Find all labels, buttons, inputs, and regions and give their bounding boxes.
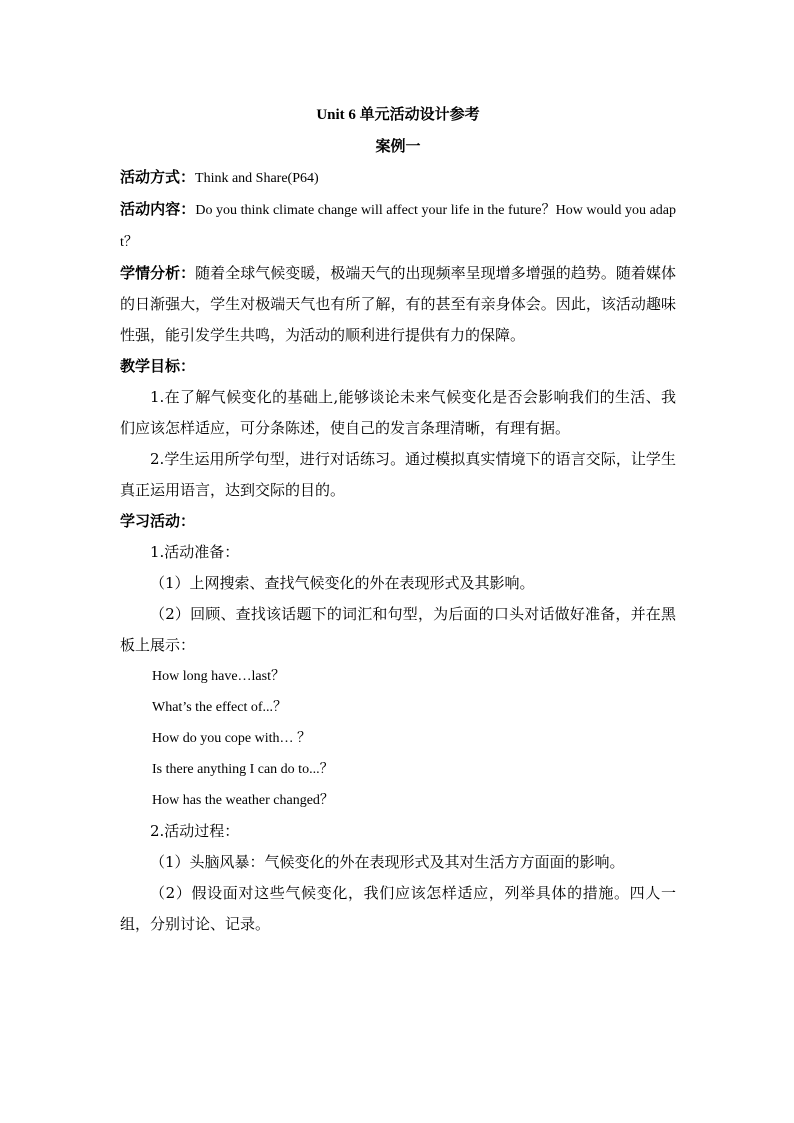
- document-body: [120, 100, 676, 940]
- learning-activities-label: 学习活动：: [120, 512, 196, 530]
- process-step: （1）头脑风暴：气候变化的外在表现形式及其对生活方方面面的影响。: [150, 853, 625, 871]
- preparation-heading: 1.活动准备：: [150, 543, 240, 561]
- sentence-pattern: How do you cope with… ？: [152, 731, 312, 746]
- preparation-step: （2）回顾、查找该话题下的词汇和句型，为后面的口头对话做好准备，并在黑板上展示：: [120, 605, 676, 654]
- sentence-pattern: What’s the effect of...？: [152, 700, 288, 715]
- learner-analysis-value: 随着全球气候变暖，极端天气的出现频率呈现增多增强的趋势。随着媒体的日渐强大，学生对极端天气也有所了解，有的甚至有亲身体会。因此，该活动趣味性强，能引发学生共鸣，为活动的顺利进行提供有力的保障。: [120, 264, 676, 344]
- sentence-pattern: Is there anything I can do to...？: [152, 762, 334, 777]
- activity-content-value: Do you think climate change will affect your life in the future？How would you adapt？: [120, 203, 676, 250]
- activity-mode-value: Think and Share(P64): [195, 171, 319, 186]
- sentence-pattern: How has the weather changed？: [152, 793, 334, 808]
- preparation-step: （1）上网搜索、查找气候变化的外在表现形式及其影响。: [150, 574, 535, 592]
- activity-content: [120, 194, 676, 258]
- activity-mode-label: 活动方式：: [120, 168, 196, 186]
- teaching-goal-item: 1.在了解气候变化的基础上,能够谈论未来气候变化是否会影响我们的生活、我们应该怎样适应，可分条陈述，使自己的发言条理清晰，有理有据。: [120, 388, 676, 437]
- activity-mode: [120, 162, 676, 194]
- teaching-goals-heading: [120, 351, 676, 382]
- learner-analysis-label: 学情分析：: [120, 264, 196, 282]
- teaching-goal-item: 2.学生运用所学句型，进行对话练习。通过模拟真实情境下的语言交际，让学生真正运用语言，达到交际的目的。: [120, 450, 676, 499]
- teaching-goals-label: 教学目标：: [120, 357, 196, 375]
- document-title: Unit 6 单元活动设计参考: [316, 107, 480, 123]
- activity-content-label: 活动内容：: [120, 200, 196, 218]
- sentence-pattern: How long have…last？: [152, 669, 285, 684]
- learner-analysis: [120, 258, 676, 351]
- learning-activities-heading: [120, 506, 676, 537]
- document-subtitle: 案例一: [375, 137, 421, 155]
- process-step: （2）假设面对这些气候变化，我们应该怎样适应，列举具体的措施。四人一组，分别讨论、记录。: [120, 884, 676, 933]
- process-heading: 2.活动过程：: [150, 822, 240, 840]
